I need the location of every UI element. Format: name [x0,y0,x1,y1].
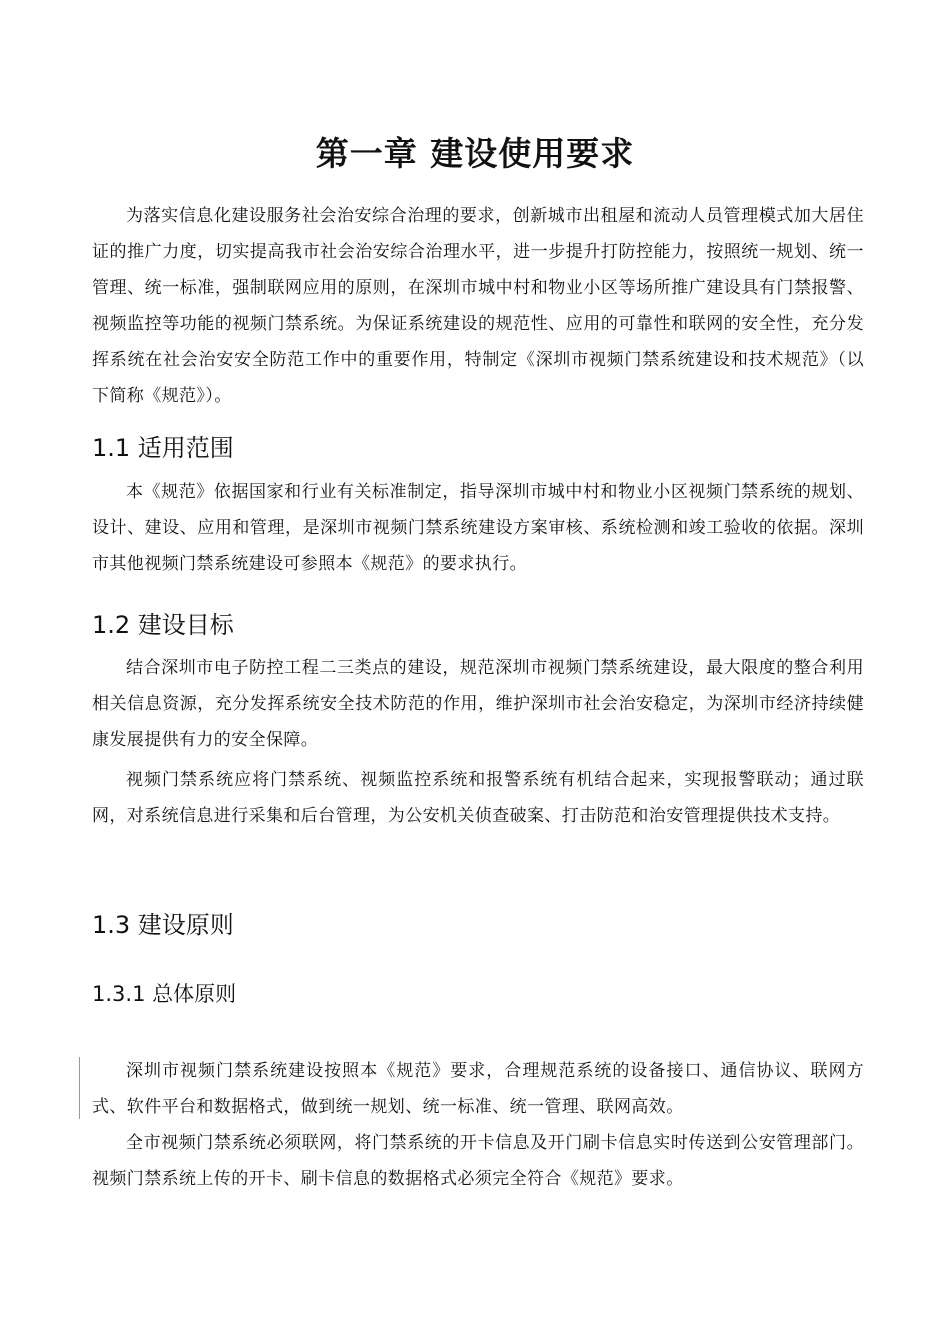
section-heading-1-2: 1.2 建设目标 [92,611,234,639]
intro-paragraph: 为落实信息化建设服务社会治安综合治理的要求，创新城市出租屋和流动人员管理模式加大居住证的推广力度，切实提高我市社会治安综合治理水平，进一步提升打防控能力，按照统一规划、统一管理、统一标准，强制联网应用的原则，在深圳市城中村和物业小区等场所推广建设具有门禁报警、视频监控等功能的视频门禁系统。为保证系统建设的规范性、应用的可靠性和联网的安全性，充分发挥系统在社会治安安全防范工作中的重要作用，特制定《深圳市视频门禁系统建设和技术规范》（以下简称《规范》）。 [92,206,864,406]
section-1-2-paragraph-2: 视频门禁系统应将门禁系统、视频监控系统和报警系统有机结合起来，实现报警联动；通过联网，对系统信息进行采集和后台管理，为公安机关侦查破案、打击防范和治安管理提供技术支持。 [92,770,864,826]
subsection-heading-1-3-1: 1.3.1 总体原则 [92,982,237,1006]
chapter-title: 第一章 建设使用要求 [315,134,635,173]
section-heading-1-1: 1.1 适用范围 [92,434,234,462]
change-bar [79,1057,80,1119]
section-1-3-1-paragraph-2: 全市视频门禁系统必须联网，将门禁系统的开卡信息及开门刷卡信息实时传送到公安管理部门。视频门禁系统上传的开卡、刷卡信息的数据格式必须完全符合《规范》要求。 [92,1133,864,1189]
section-heading-1-3: 1.3 建设原则 [92,911,234,939]
section-1-1-paragraph: 本《规范》依据国家和行业有关标准制定，指导深圳市城中村和物业小区视频门禁系统的规划、设计、建设、应用和管理，是深圳市视频门禁系统建设方案审核、系统检测和竣工验收的依据。深圳市其他视频门禁系统建设可参照本《规范》的要求执行。 [92,482,864,574]
section-1-3-1-paragraph-1: 深圳市视频门禁系统建设按照本《规范》要求，合理规范系统的设备接口、通信协议、联网方式、软件平台和数据格式，做到统一规划、统一标准、统一管理、联网高效。 [92,1061,864,1117]
section-1-2-paragraph-1: 结合深圳市电子防控工程二三类点的建设，规范深圳市视频门禁系统建设，最大限度的整合利用相关信息资源，充分发挥系统安全技术防范的作用，维护深圳市社会治安稳定，为深圳市经济持续健康发展提供有力的安全保障。 [92,658,864,750]
